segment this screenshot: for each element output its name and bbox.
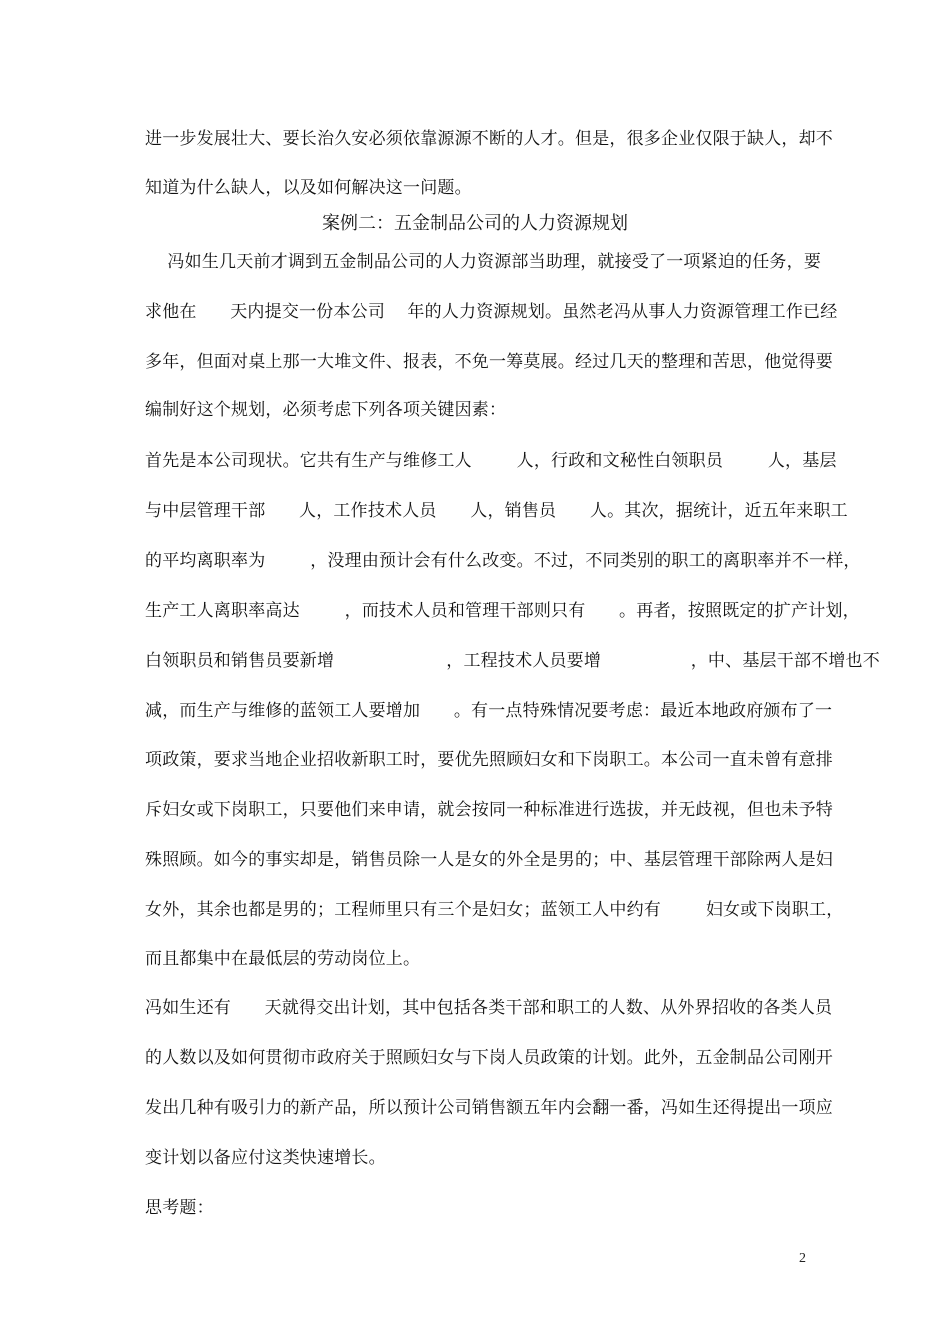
body-line-14: 女外，其余也都是男的；工程师里只有三个是妇女；蓝领工人中约有 妇女或下岗职工， xyxy=(145,900,844,920)
body-line-5: 首先是本公司现状。它共有生产与维修工人 人，行政和文秘性白领职员 人，基层 xyxy=(145,451,837,471)
body-line-13: 殊照顾。如今的事实却是，销售员除一人是女的外全是男的；中、基层管理干部除两人是妇 xyxy=(145,850,833,870)
body-line-11: 项政策，要求当地企业招收新职工时，要优先照顾妇女和下岗职工。本公司一直未曾有意排 xyxy=(145,750,833,770)
body-line-1: 冯如生几天前才调到五金制品公司的人力资源部当助理，就接受了一项紧迫的任务，要 xyxy=(145,252,822,272)
body-line-6: 与中层管理干部 人，工作技术人员 人，销售员 人。其次，据统计，近五年来职工 xyxy=(145,501,848,521)
body-line-12: 斥妇女或下岗职工，只要他们来申请，就会按同一种标准进行选拔，并无歧视，但也未予特 xyxy=(145,800,833,820)
body-line-15: 而且都集中在最低层的劳动岗位上。 xyxy=(145,949,421,969)
body-line-10: 减，而生产与维修的蓝领工人要增加 。有一点特殊情况要考虑：最近本地政府颁布了一 xyxy=(145,701,833,721)
case-title: 案例二：五金制品公司的人力资源规划 xyxy=(322,213,628,234)
body-line-7: 的平均离职率为 ，没理由预计会有什么改变。不过，不同类别的职工的离职率并不一样， xyxy=(145,551,861,571)
body-line-9: 白领职员和销售员要新增 ，工程技术人员要增 ，中、基层干部不增也不 xyxy=(145,651,880,671)
intro-line-2: 知道为什么缺人，以及如何解决这一问题。 xyxy=(145,178,472,198)
intro-line-1: 进一步发展壮大、要长治久安必须依靠源源不断的人才。但是，很多企业仅限于缺人，却不 xyxy=(145,129,833,149)
body-line-17: 的人数以及如何贯彻市政府关于照顾妇女与下岗人员政策的计划。此外，五金制品公司刚开 xyxy=(145,1048,833,1068)
body-line-20: 思考题： xyxy=(145,1198,214,1218)
body-line-8: 生产工人离职率高达 ，而技术人员和管理干部则只有 。再者，按照既定的扩产计划， xyxy=(145,601,860,621)
body-line-2: 求他在 天内提交一份本公司 年的人力资源规划。虽然老冯从事人力资源管理工作已经 xyxy=(145,302,838,322)
page-number: 2 xyxy=(799,1251,806,1266)
body-line-4: 编制好这个规划，必须考虑下列各项关键因素： xyxy=(145,400,507,420)
body-line-19: 变计划以备应付这类快速增长。 xyxy=(145,1148,386,1168)
body-line-18: 发出几种有吸引力的新产品，所以预计公司销售额五年内会翻一番，冯如生还得提出一项应 xyxy=(145,1098,833,1118)
body-line-16: 冯如生还有 天就得交出计划，其中包括各类干部和职工的人数、从外界招收的各类人员 xyxy=(145,998,833,1018)
body-line-3: 多年，但面对桌上那一大堆文件、报表，不免一筹莫展。经过几天的整理和苦思，他觉得要 xyxy=(145,352,833,372)
